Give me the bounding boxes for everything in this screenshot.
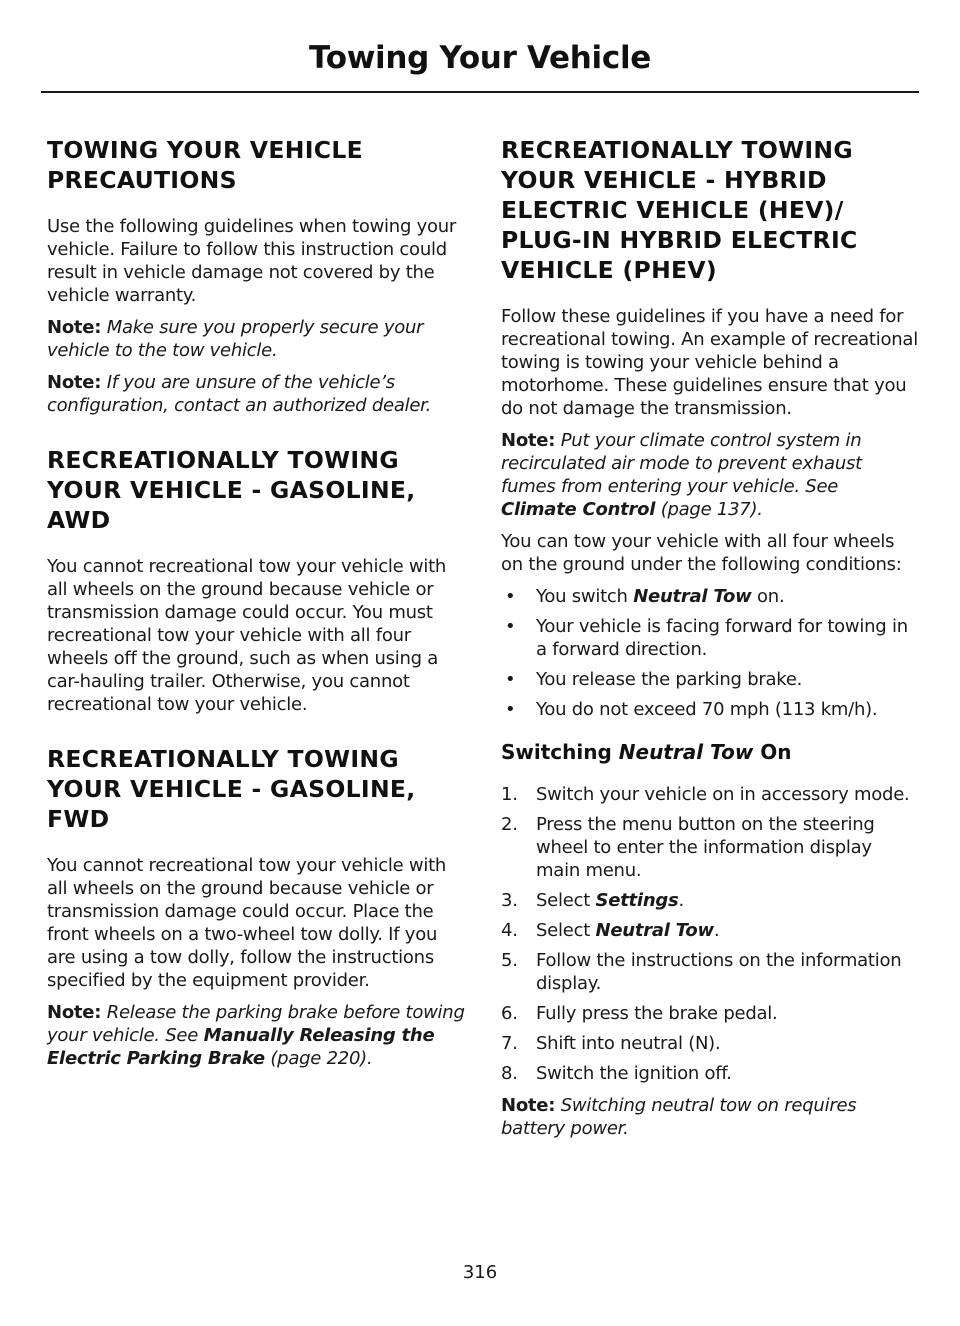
note-text: Release the parking brake before towing your vehicle. See: [47, 1002, 465, 1046]
right-column: [501, 134, 919, 1140]
heading-line: VEHICLE (PHEV): [501, 256, 717, 284]
note-label: Note:: [501, 1095, 556, 1116]
step-text: Select: [536, 920, 596, 941]
note-label: Note:: [47, 372, 102, 393]
step-emphasis: Neutral Tow: [595, 920, 714, 941]
body-paragraph: You cannot recreational tow your vehicle with all wheels on the ground because vehicle or transmission damage could occur. You must recreational tow your vehicle with all four wheels off the ground, such as when using a car-hauling trailer. Otherwise, you cannot recreational tow your vehicle.: [47, 556, 447, 715]
step-text: Follow the instructions on the information display.: [536, 950, 902, 994]
note-text: Make sure you properly secure your vehicle to the tow vehicle.: [47, 317, 424, 361]
page-title: Towing Your Vehicle: [308, 40, 652, 76]
heading-line: FWD: [47, 805, 110, 833]
cross-reference-link[interactable]: Manually Releasing the Electric Parking Brake: [47, 1025, 435, 1069]
note-text: Put your climate control system in recirculated air mode to prevent exhaust fumes from entering your vehicle. See: [501, 430, 862, 497]
step-item: [501, 1032, 919, 1055]
heading-text: On: [753, 740, 792, 764]
step-number: 3.: [501, 890, 518, 911]
step-text: Switch your vehicle on in accessory mode.: [536, 784, 910, 805]
heading-line: YOUR VEHICLE - GASOLINE,: [47, 775, 416, 803]
note-label: Note:: [501, 430, 556, 451]
step-text: Switch the ignition off.: [536, 1063, 732, 1084]
step-number: 2.: [501, 814, 518, 835]
step-text: Press the menu button on the steering wheel to enter the information display main menu.: [536, 814, 875, 881]
note-label: Note:: [47, 1002, 102, 1023]
item-text: You release the parking brake.: [536, 669, 803, 690]
section-towing-precautions: [47, 135, 465, 417]
bullet-marker: •: [505, 586, 516, 607]
conditions-list: [501, 585, 919, 721]
step-item: [501, 813, 919, 882]
step-text: .: [713, 920, 720, 941]
bullet-marker: •: [505, 616, 516, 637]
item-emphasis: Neutral Tow: [633, 586, 752, 607]
body-paragraph: Follow these guidelines if you have a need for recreational towing. An example of recreational towing is towing your vehicle behind a motorhome. These guidelines ensure that you do not damage the transmission.: [501, 306, 918, 419]
bullet-marker: •: [505, 699, 516, 720]
subsection-heading: [501, 738, 919, 766]
body-paragraph: Use the following guidelines when towing your vehicle. Failure to follow this instruction could result in vehicle damage not covered by the vehicle warranty.: [47, 216, 457, 306]
section-gasoline-awd: [47, 445, 465, 716]
step-text: .: [678, 890, 684, 911]
heading-line: YOUR VEHICLE - HYBRID: [501, 166, 827, 194]
section-heading: [47, 744, 465, 834]
step-item: [501, 889, 919, 912]
step-number: 4.: [501, 920, 518, 941]
step-number: 8.: [501, 1063, 518, 1084]
note: [501, 1094, 919, 1140]
section-heading: [47, 445, 465, 535]
step-number: 6.: [501, 1003, 518, 1024]
note: [501, 429, 919, 521]
note-text: If you are unsure of the vehicle’s configuration, contact an authorized dealer.: [47, 372, 432, 416]
item-text: You switch: [536, 586, 634, 607]
step-text: Fully press the brake pedal.: [536, 1003, 778, 1024]
section-gasoline-fwd: [47, 744, 465, 1070]
list-item: [501, 698, 919, 721]
heading-line: TOWING YOUR VEHICLE: [47, 136, 363, 164]
list-item: [501, 585, 919, 608]
heading-line: RECREATIONALLY TOWING: [501, 136, 853, 164]
step-item: [501, 919, 919, 942]
page-reference: (page 137).: [660, 499, 763, 520]
step-number: 1.: [501, 784, 518, 805]
section-hybrid-towing: [501, 135, 919, 721]
step-number: 7.: [501, 1033, 518, 1054]
list-item: [501, 615, 919, 661]
step-number: 5.: [501, 950, 518, 971]
heading-text: Switching: [501, 740, 619, 764]
heading-line: YOUR VEHICLE - GASOLINE,: [47, 476, 416, 504]
page-number: 316: [462, 1262, 498, 1283]
note-label: Note:: [47, 317, 102, 338]
body-paragraph: You can tow your vehicle with all four wheels on the ground under the following conditions:: [501, 531, 902, 575]
note: [47, 1001, 465, 1070]
heading-line: RECREATIONALLY TOWING: [47, 745, 399, 773]
note-text: Switching neutral tow on requires battery power.: [501, 1095, 857, 1139]
note: [47, 371, 465, 417]
heading-emphasis: Neutral Tow: [618, 740, 754, 764]
step-item: [501, 1002, 919, 1025]
bullet-marker: •: [505, 669, 516, 690]
item-text: Your vehicle is facing forward for towing in a forward direction.: [536, 616, 908, 660]
left-column: [47, 134, 465, 1070]
heading-line: PRECAUTIONS: [47, 166, 237, 194]
step-item: [501, 783, 919, 806]
cross-reference-link[interactable]: Climate Control: [501, 499, 656, 520]
page-reference: (page 220).: [270, 1048, 373, 1069]
section-heading: [501, 135, 919, 285]
item-text: You do not exceed 70 mph (113 km/h).: [536, 699, 878, 720]
body-paragraph: You cannot recreational tow your vehicle with all wheels on the ground because vehicle or transmission damage could occur. Place the front wheels on a two-wheel tow dolly. If you are using a tow dolly, follow the instructions specified by the equipment provider.: [47, 855, 447, 991]
subsection-switching-neutral-tow: [501, 738, 919, 1140]
step-item: [501, 1062, 919, 1085]
note: [47, 316, 465, 362]
heading-line: PLUG-IN HYBRID ELECTRIC: [501, 226, 858, 254]
heading-line: ELECTRIC VEHICLE (HEV)/: [501, 196, 844, 224]
step-emphasis: Settings: [595, 890, 679, 911]
header-divider: [41, 91, 919, 93]
heading-line: RECREATIONALLY TOWING: [47, 446, 399, 474]
item-text: on.: [751, 586, 785, 607]
step-item: [501, 949, 919, 995]
steps-list: [501, 783, 919, 1085]
step-text: Shift into neutral (N).: [536, 1033, 721, 1054]
section-heading: [47, 135, 465, 195]
list-item: [501, 668, 919, 691]
step-text: Select: [536, 890, 596, 911]
heading-line: AWD: [47, 506, 111, 534]
